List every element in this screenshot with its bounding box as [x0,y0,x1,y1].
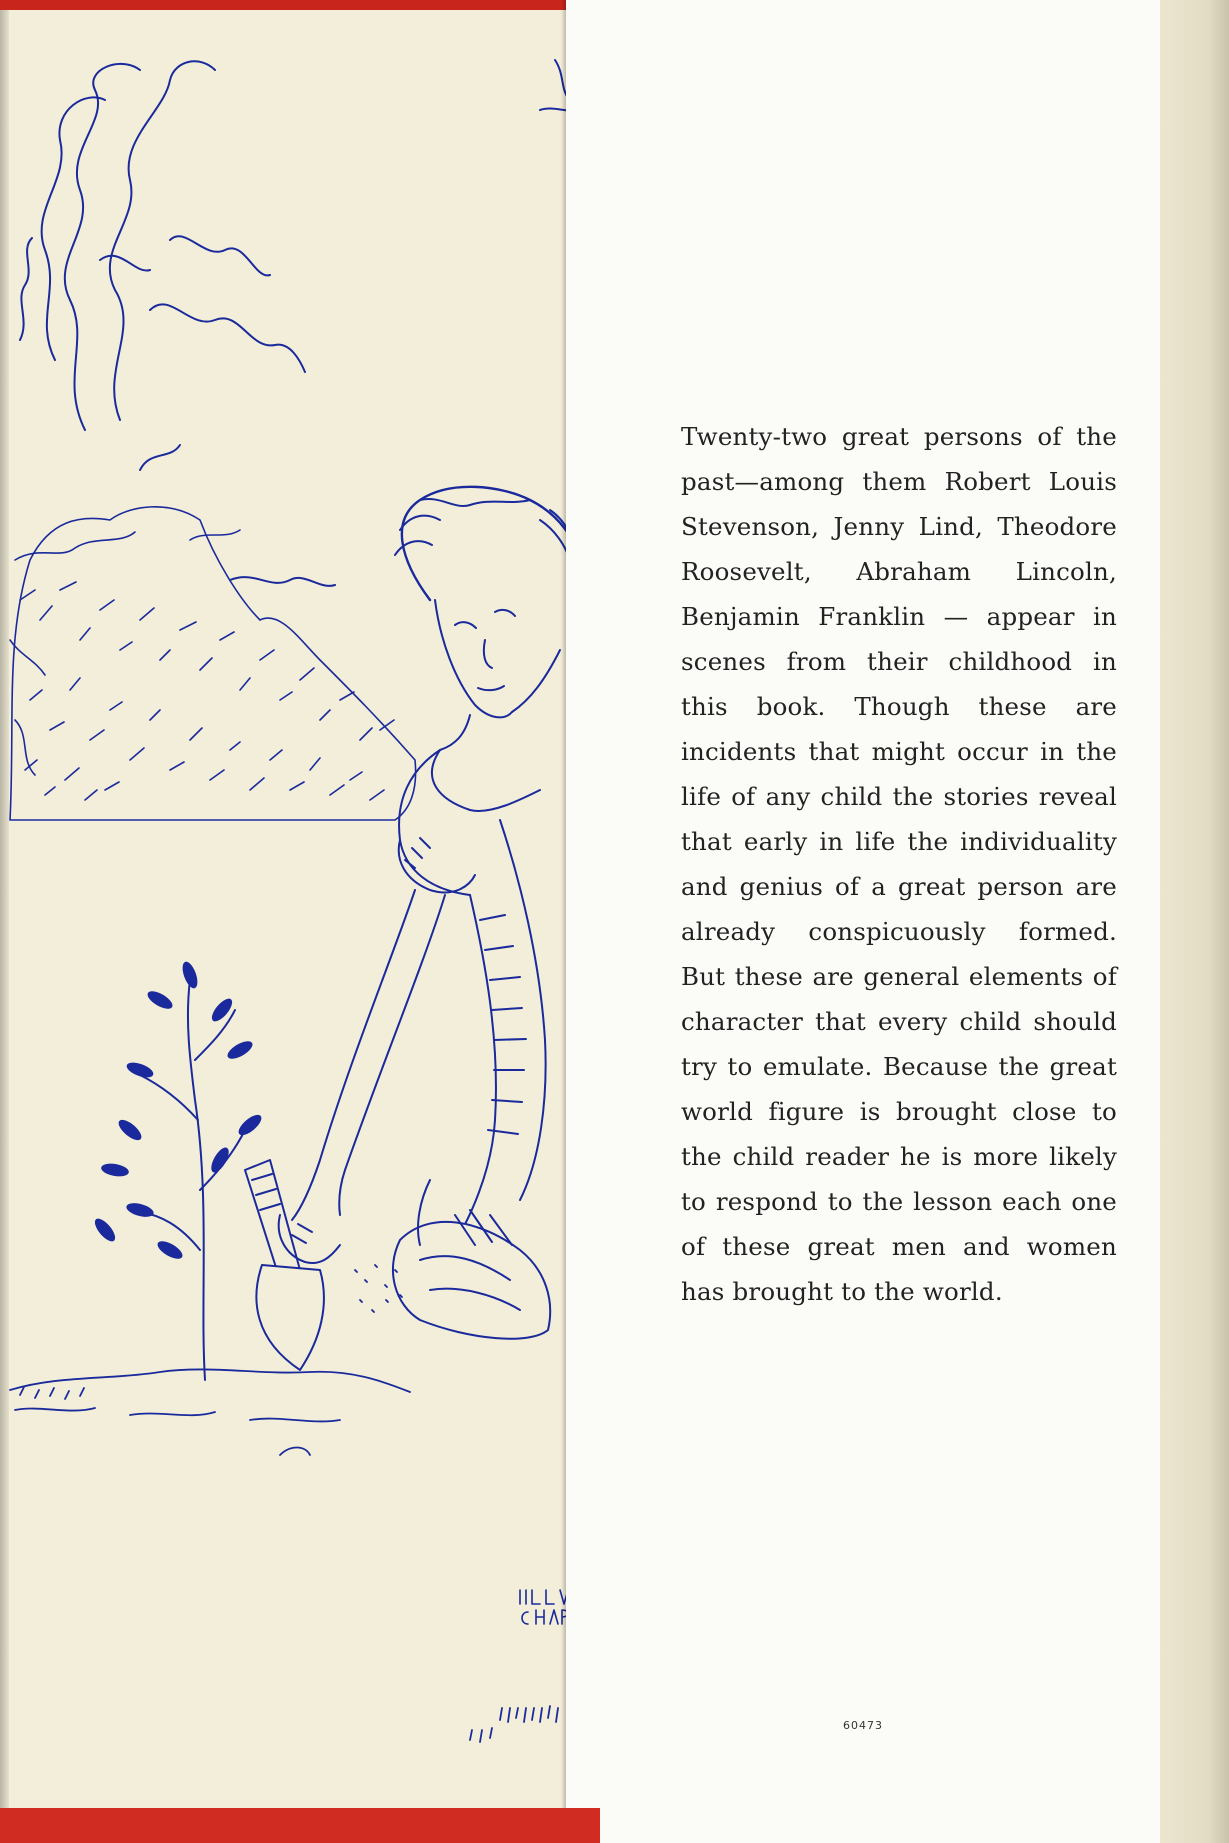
red-binding-bottom [0,1808,600,1843]
smoke-swirls [20,60,580,586]
cover-illustration [0,0,600,1843]
girl-figure [279,487,580,1339]
jacket-flap [566,0,1160,1843]
catalog-number: 60473 [843,1719,883,1732]
page-edge-strip [1160,0,1229,1843]
sapling [91,960,264,1380]
book-blurb: Twenty-two great persons of the past—among them Robert Louis Stevenson, Jenny Lind, Theodore Roosevelt, Abraham Lincoln, Benjamin Franklin — appear in scenes from their childhood in this book. Though these are incidents that might occur in the life of any child the stories reveal that early in life the individuality and genius of a great person are already conspicuously formed. But these are general elements of character that every child should try to emulate. Because the great world figure is brought close to the child reader he is more likely to respond to the lesson each one of these great men and women has brought to the world. [681,422,1117,1306]
foliage [10,507,416,820]
